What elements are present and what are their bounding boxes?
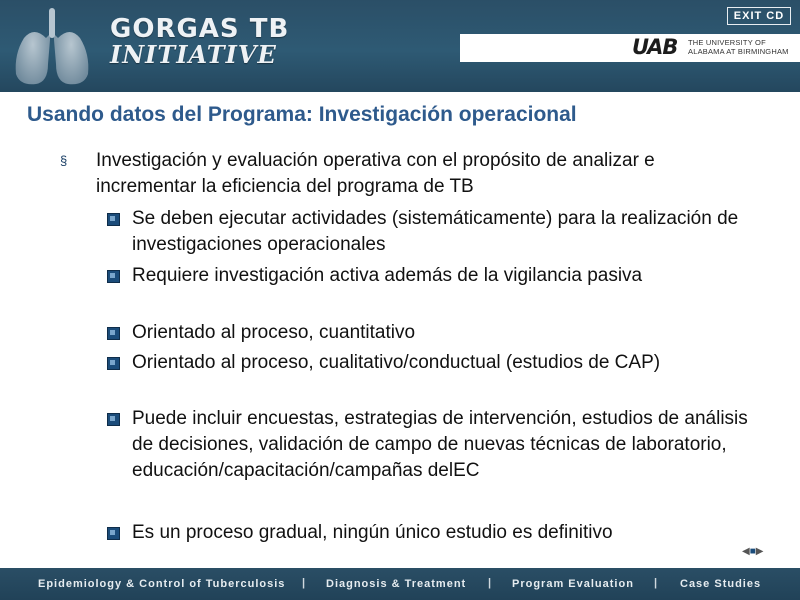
next-slide-arrow-icon[interactable]: ◀■▶ bbox=[742, 546, 764, 557]
sub-bullet-text: Orientado al proceso, cuantitativo bbox=[132, 322, 416, 343]
checkbox-bullet-icon bbox=[107, 213, 120, 226]
lungs-icon bbox=[6, 4, 98, 90]
footer-separator: | bbox=[654, 577, 659, 589]
sub-bullet-text: Requiere investigación activa además de la vigilancia pasiva bbox=[132, 265, 643, 286]
checkbox-bullet-icon bbox=[107, 357, 120, 370]
brand-title: GORGAS TB bbox=[110, 14, 290, 44]
sub-bullet-text: Es un proceso gradual, ningún único estudio es definitivo bbox=[132, 522, 613, 543]
footer-link-case-studies[interactable]: Case Studies bbox=[680, 578, 762, 590]
checkbox-bullet-icon bbox=[107, 270, 120, 283]
uab-university-text bbox=[688, 38, 800, 56]
sub-bullet-text: Orientado al proceso, cualitativo/conductual (estudios de CAP) bbox=[132, 352, 661, 373]
footer-separator: | bbox=[302, 577, 307, 589]
footer-separator: | bbox=[488, 577, 493, 589]
brand-subtitle: INITIATIVE bbox=[110, 40, 277, 69]
square-bullet-icon: § bbox=[60, 153, 68, 168]
checkbox-bullet-icon bbox=[107, 327, 120, 340]
main-bullet-text: Investigación y evaluación operativa con el propósito de analizar e incrementar la eficiencia del programa de TB bbox=[96, 150, 655, 197]
sub-bullet-text: Se deben ejecutar actividades (sistemáticamente) para la realización de investigaciones operacionales bbox=[132, 208, 739, 255]
checkbox-bullet-icon bbox=[107, 413, 120, 426]
exit-cd-button[interactable]: EXIT CD bbox=[727, 7, 791, 25]
uab-line-1: THE UNIVERSITY OF bbox=[688, 38, 766, 47]
footer-link-program-evaluation[interactable]: Program Evaluation bbox=[512, 578, 634, 590]
footer-nav bbox=[0, 568, 800, 600]
uab-logo: UAB bbox=[632, 35, 678, 59]
sub-bullet-text: Puede incluir encuestas, estrategias de intervención, estudios de análisis de decisiones, validación de campo de nuevas técnicas de laboratorio, educación/capacitación/campañas delEC bbox=[132, 408, 748, 481]
slide-title: Usando datos del Programa: Investigación operacional bbox=[27, 103, 577, 126]
uab-line-2: ALABAMA AT BIRMINGHAM bbox=[688, 47, 789, 56]
footer-link-diagnosis[interactable]: Diagnosis & Treatment bbox=[326, 578, 467, 590]
checkbox-bullet-icon bbox=[107, 527, 120, 540]
footer-link-epidemiology[interactable]: Epidemiology & Control of Tuberculosis bbox=[38, 578, 286, 590]
